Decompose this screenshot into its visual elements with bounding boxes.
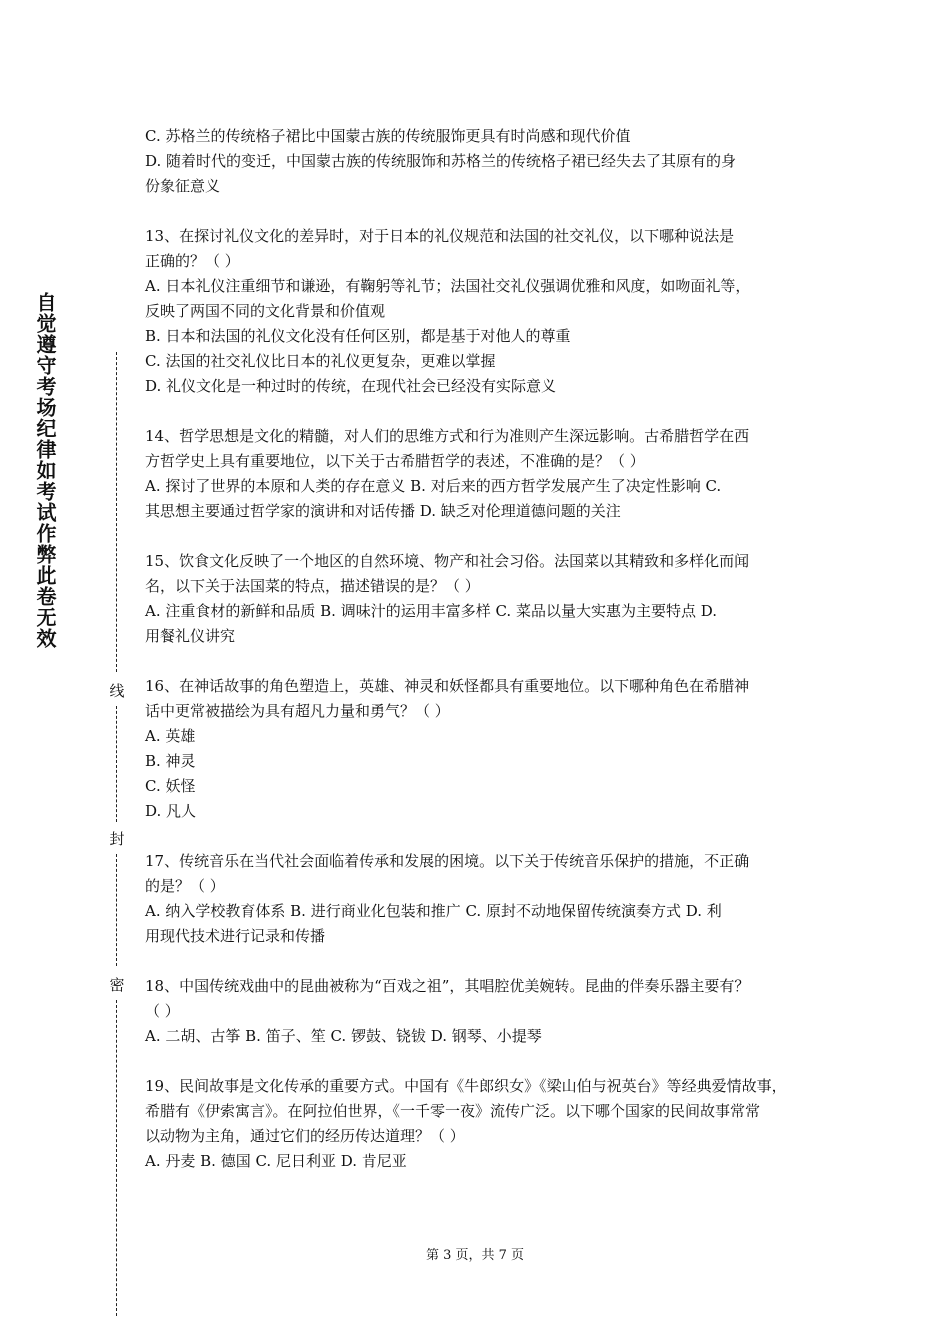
binding-dashed-line — [116, 352, 117, 672]
binding-dashed-line — [116, 1000, 117, 1316]
option-b: B. 日本和法国的礼仪文化没有任何区别，都是基于对他人的尊重 — [145, 327, 571, 345]
question-stem: 17、传统音乐在当代社会面临着传承和发展的困境。以下关于传统音乐保护的措施，不正确 — [145, 852, 750, 870]
question-stem-cont: 的是？（ ） — [145, 877, 225, 895]
question-stem-cont: 话中更常被描绘为具有超凡力量和勇气？（ ） — [145, 702, 450, 720]
option-d: D. 凡人 — [145, 802, 197, 820]
question-stem-cont: 希腊有《伊索寓言》。在阿拉伯世界，《一千零一夜》流传广泛。以下哪个国家的民间故事常常 — [145, 1102, 761, 1120]
question-19 — [145, 1074, 825, 1174]
options-line: A. 丹麦 B. 德国 C. 尼日利亚 D. 肯尼亚 — [145, 1152, 407, 1170]
binding-mark-xian: 线 — [109, 682, 125, 700]
binding-mark-feng: 封 — [109, 830, 125, 848]
question-stem-cont: （ ） — [145, 1002, 180, 1020]
question-14 — [145, 424, 825, 524]
options-line: A. 注重食材的新鲜和品质 B. 调味汁的运用丰富多样 C. 菜品以量大实惠为主要特点 D. — [145, 602, 717, 620]
options-line: A. 二胡、古筝 B. 笛子、笙 C. 锣鼓、铙钹 D. 钢琴、小提琴 — [145, 1027, 542, 1045]
option-b: B. 神灵 — [145, 752, 196, 770]
question-18 — [145, 974, 825, 1049]
options-line: A. 纳入学校教育体系 B. 进行商业化包装和推广 C. 原封不动地保留传统演奏方式 D. 利 — [145, 902, 722, 920]
question-stem-cont: 正确的？（ ） — [145, 252, 240, 270]
question-stem: 18、中国传统戏曲中的昆曲被称为“百戏之祖”，其唱腔优美婉转。昆曲的伴奏乐器主要有？ — [145, 977, 750, 995]
option-d-cont: 份象征意义 — [145, 177, 221, 195]
option-d: D. 随着时代的变迁，中国蒙古族的传统服饰和苏格兰的传统格子裙已经失去了其原有的身 — [145, 152, 737, 170]
binding-dashed-line — [116, 854, 117, 966]
question-12-tail — [145, 124, 825, 199]
page-number: 第 3 页，共 7 页 — [425, 1248, 525, 1263]
options-line: A. 探讨了世界的本原和人类的存在意义 B. 对后来的西方哲学发展产生了决定性影响 C. — [145, 477, 722, 495]
question-stem-cont: 名，以下关于法国菜的特点，描述错误的是？（ ） — [145, 577, 480, 595]
question-17 — [145, 849, 825, 949]
option-d: D. 礼仪文化是一种过时的传统，在现代社会已经没有实际意义 — [145, 377, 557, 395]
question-stem-cont: 以动物为主角，通过它们的经历传达道理？（ ） — [145, 1127, 465, 1145]
question-16 — [145, 674, 825, 824]
question-13 — [145, 224, 825, 399]
question-stem: 15、饮食文化反映了一个地区的自然环境、物产和社会习俗。法国菜以其精致和多样化而闻 — [145, 552, 750, 570]
option-a-cont: 反映了两国不同的文化背景和价值观 — [145, 302, 386, 320]
option-c: C. 苏格兰的传统格子裙比中国蒙古族的传统服饰更具有时尚感和现代价值 — [145, 127, 631, 145]
question-stem: 13、在探讨礼仪文化的差异时，对于日本的礼仪规范和法国的社交礼仪，以下哪种说法是 — [145, 227, 735, 245]
exam-discipline-notice: 自觉遵守考场纪律如考试作弊此卷无效 — [33, 292, 57, 649]
question-stem: 16、在神话故事的角色塑造上，英雄、神灵和妖怪都具有重要地位。以下哪种角色在希腊神 — [145, 677, 750, 695]
option-a: A. 日本礼仪注重细节和谦逊，有鞠躬等礼节；法国社交礼仪强调优雅和风度，如吻面礼等， — [145, 277, 751, 295]
option-a: A. 英雄 — [145, 727, 196, 745]
binding-dashed-line — [116, 706, 117, 822]
question-stem: 14、哲学思想是文化的精髓，对人们的思维方式和行为准则产生深远影响。古希腊哲学在西 — [145, 427, 750, 445]
option-c: C. 法国的社交礼仪比日本的礼仪更复杂，更难以掌握 — [145, 352, 496, 370]
question-stem-cont: 方哲学史上具有重要地位，以下关于古希腊哲学的表述，不准确的是？（ ） — [145, 452, 645, 470]
option-c: C. 妖怪 — [145, 777, 196, 795]
binding-mark-mi: 密 — [109, 976, 125, 994]
question-15 — [145, 549, 825, 649]
options-line: 用现代技术进行记录和传播 — [145, 927, 326, 945]
options-line: 用餐礼仪讲究 — [145, 627, 236, 645]
question-content — [145, 124, 825, 1174]
options-line: 其思想主要通过哲学家的演讲和对话传播 D. 缺乏对伦理道德问题的关注 — [145, 502, 621, 520]
question-stem: 19、民间故事是文化传承的重要方式。中国有《牛郎织女》《梁山伯与祝英台》等经典爱情故事， — [145, 1077, 787, 1095]
